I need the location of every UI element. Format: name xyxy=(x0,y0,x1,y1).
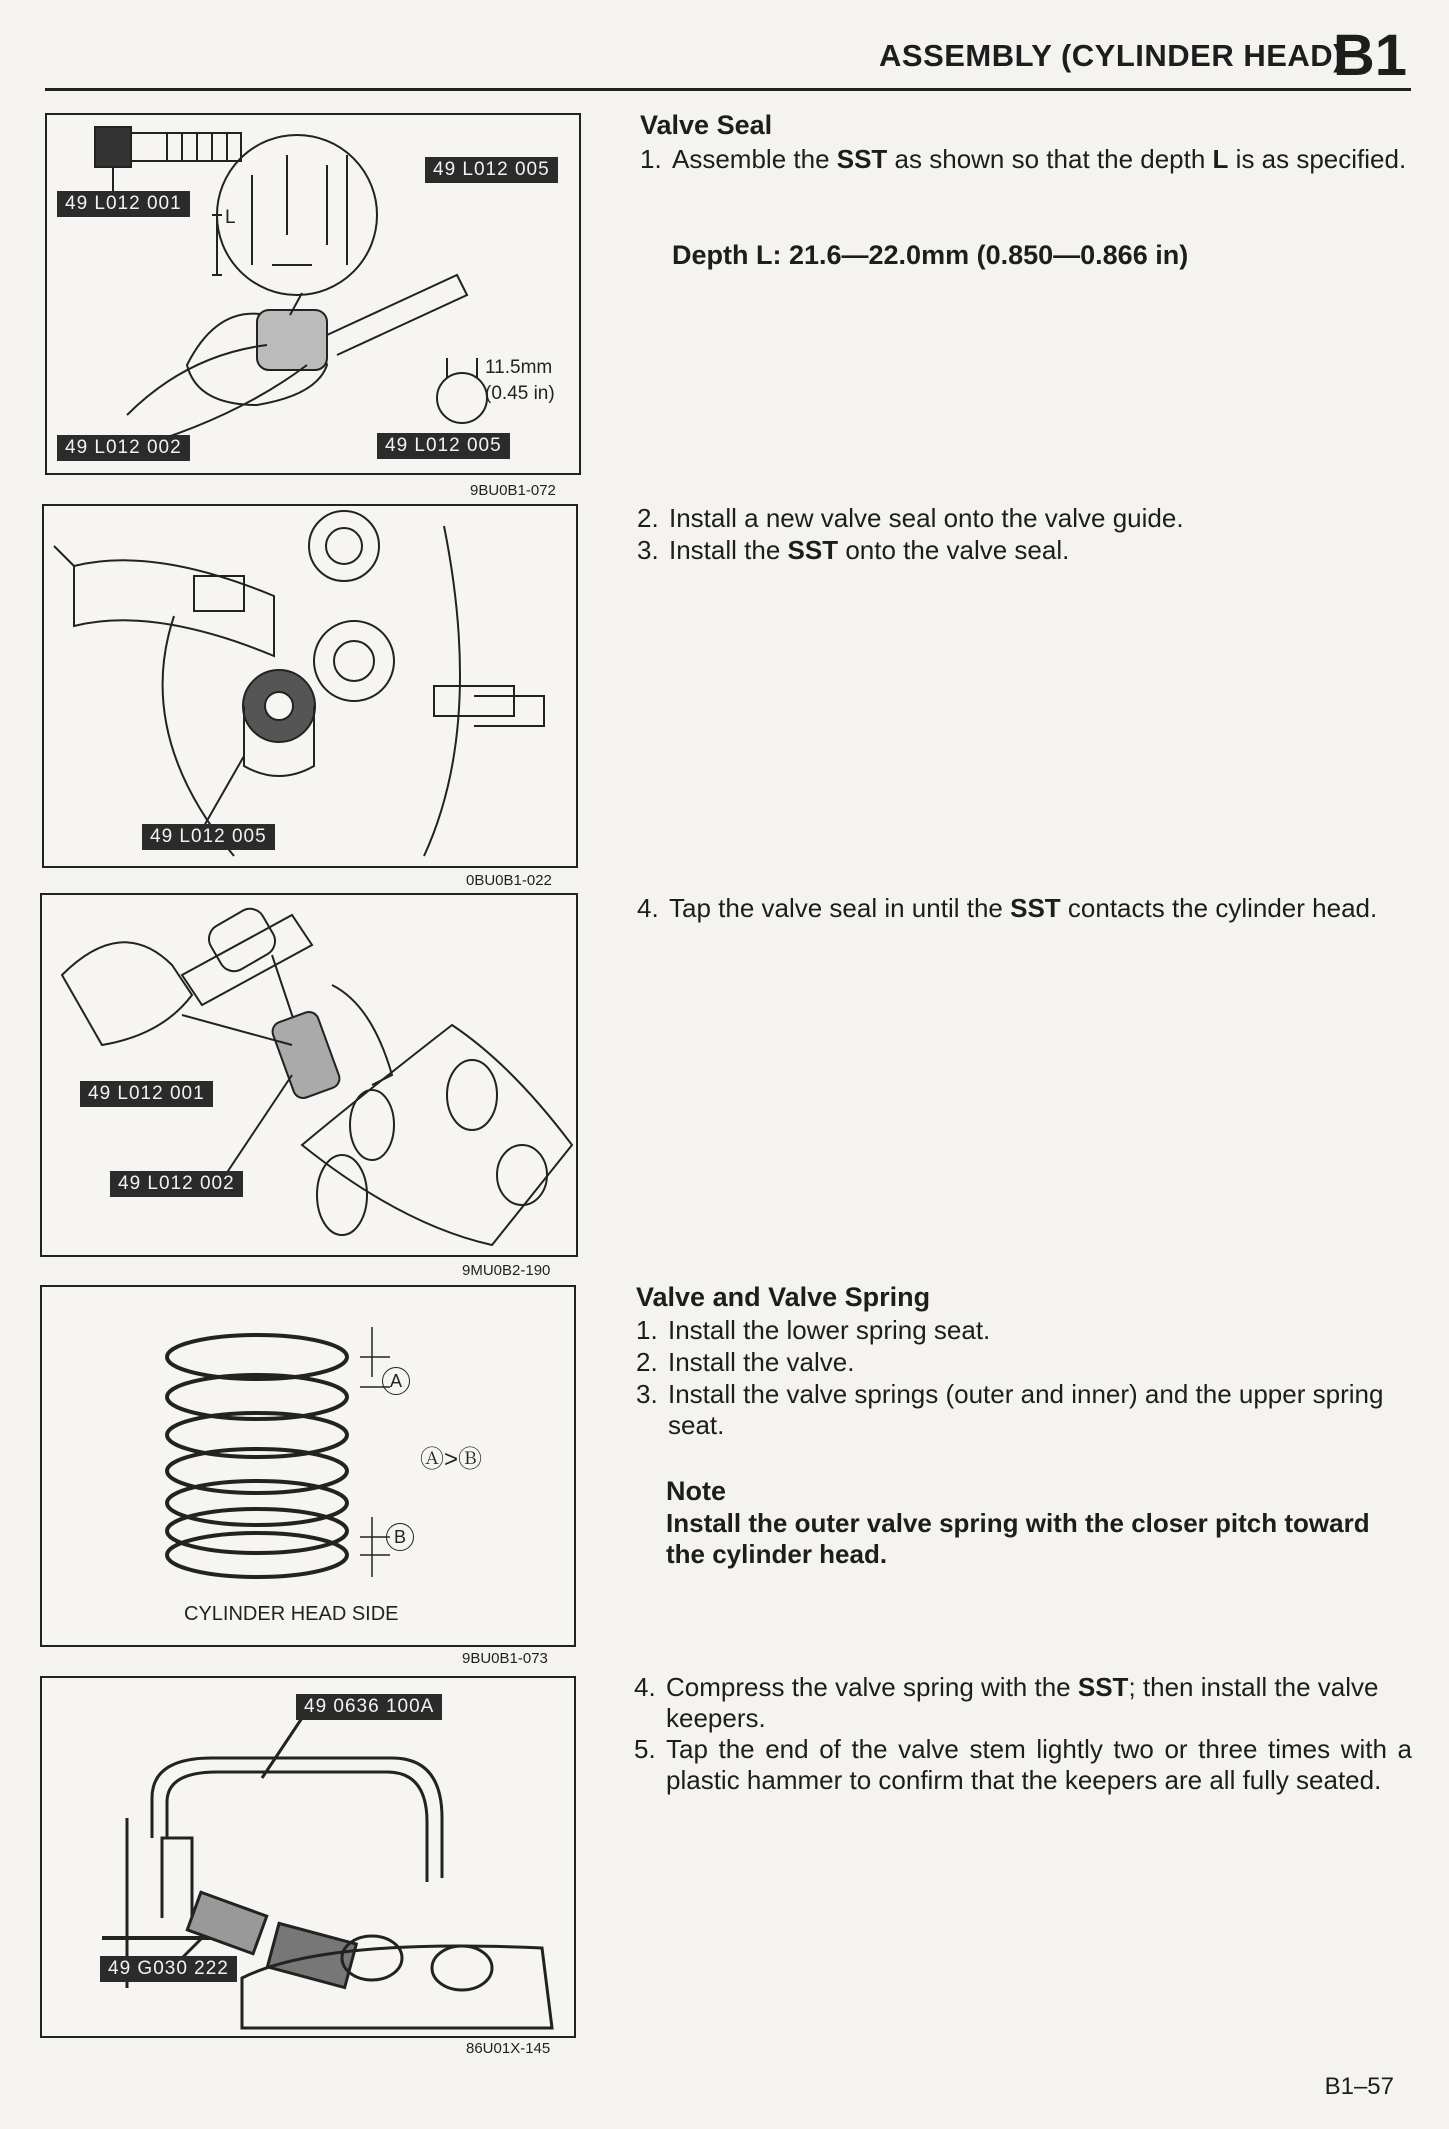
section-heading-valve-spring: Valve and Valve Spring xyxy=(636,1282,931,1312)
page-number: B1–57 xyxy=(1324,2073,1394,2100)
tool-label: 49 L012 001 xyxy=(57,191,190,217)
note-text: Install the outer valve spring with the closer pitch toward the cylinder head. xyxy=(666,1508,1370,1569)
figure-tap-seal xyxy=(40,893,578,1257)
tool-label: 49 G030 222 xyxy=(100,1956,237,1982)
figure-sst-depth xyxy=(45,113,581,475)
step-item: 4. Tap the valve seal in until the SST contacts the cylinder head. xyxy=(637,893,1378,923)
marker-a: A xyxy=(382,1367,410,1395)
figure-code: 86U01X-145 xyxy=(466,2040,551,2057)
step-item: 4. Compress the valve spring with the SST; then install the valve keepers. xyxy=(634,1672,1379,1733)
step-item: 1. Assemble the SST as shown so that the depth L is as specified. xyxy=(640,144,1407,174)
step-item: 3. Install the SST onto the valve seal. xyxy=(637,535,1070,565)
tool-label: 49 L012 005 xyxy=(425,157,558,183)
dimension-in: (0.45 in) xyxy=(485,383,555,404)
step-item: 2. Install a new valve seal onto the valve guide. xyxy=(637,503,1184,533)
note-title: Note xyxy=(666,1476,726,1506)
depth-letter: L xyxy=(225,207,236,228)
header-rule xyxy=(45,88,1411,91)
step-item: 1. Install the lower spring seat. xyxy=(636,1315,991,1345)
figure-code: 9BU0B1-073 xyxy=(462,1650,548,1667)
figure-code: 0BU0B1-022 xyxy=(466,872,552,889)
figure-tap-seal-drawing xyxy=(42,895,576,1255)
tool-label: 49 L012 001 xyxy=(80,1081,213,1107)
figure-install-sst-drawing xyxy=(44,506,576,866)
page-header-title: ASSEMBLY (CYLINDER HEAD) xyxy=(879,38,1344,73)
tool-label: 49 L012 002 xyxy=(57,435,190,461)
marker-b: B xyxy=(386,1523,414,1551)
step-item: 3. Install the valve springs (outer and inner) and the upper spring seat. xyxy=(636,1379,1384,1440)
step-item: 2. Install the valve. xyxy=(636,1347,855,1377)
pitch-relation: Ⓐ>Ⓑ xyxy=(420,1446,483,1473)
figure-code: 9MU0B2-190 xyxy=(462,1262,551,1279)
figure-compress-spring xyxy=(40,1676,576,2038)
figure-spring-pitch xyxy=(40,1285,576,1647)
section-heading-valve-seal: Valve Seal xyxy=(640,110,773,140)
depth-spec: Depth L: 21.6—22.0mm (0.850—0.866 in) xyxy=(672,240,1189,270)
tool-label: 49 L012 005 xyxy=(377,433,510,459)
figure-compress-spring-drawing xyxy=(42,1678,574,2036)
step-item: 5. Tap the end of the valve stem lightly two or three times with a plastic hammer to confirm that the keepers are all fully seated. xyxy=(634,1734,1412,1795)
spring-caption: CYLINDER HEAD SIDE xyxy=(184,1603,399,1625)
section-code: B1 xyxy=(1332,23,1407,88)
figure-spring-pitch-drawing xyxy=(42,1287,574,1645)
figure-code: 9BU0B1-072 xyxy=(470,482,556,499)
figure-install-sst xyxy=(42,504,578,868)
tool-label: 49 L012 005 xyxy=(142,824,275,850)
tool-label: 49 L012 002 xyxy=(110,1171,243,1197)
dimension-mm: 11.5mm xyxy=(485,357,553,378)
tool-label: 49 0636 100A xyxy=(296,1694,442,1720)
